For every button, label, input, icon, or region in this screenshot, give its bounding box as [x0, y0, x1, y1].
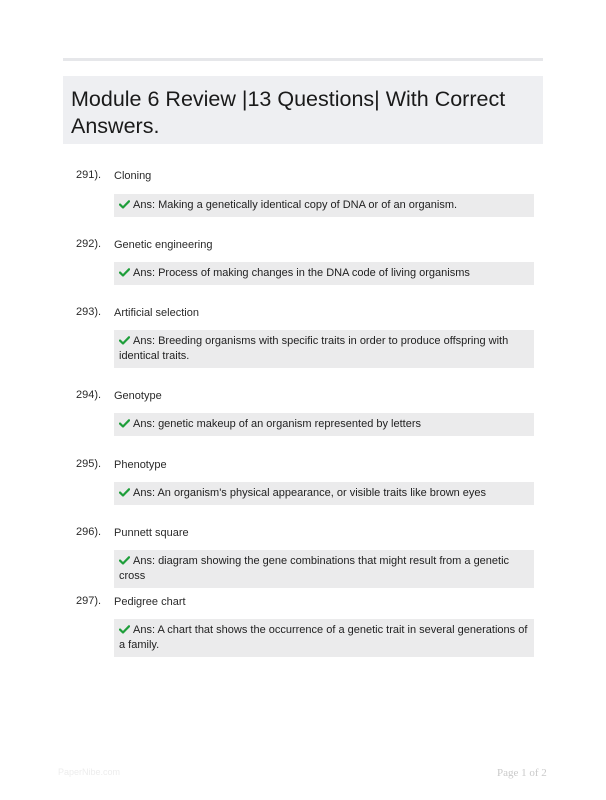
question-term: Cloning	[114, 170, 152, 182]
answer-text: Ans: Process of making changes in the DNA code of living organisms	[133, 267, 470, 279]
top-divider	[63, 58, 543, 61]
answer-box	[114, 413, 534, 436]
question-number: 294).	[76, 389, 102, 401]
question-term: Genotype	[114, 390, 162, 402]
answer-box	[114, 262, 534, 285]
question-number: 292).	[76, 238, 102, 250]
question-number: 291).	[76, 169, 102, 181]
answer-text: Ans: Breeding organisms with specific traits in order to produce offspring with identical traits.	[119, 335, 509, 362]
question-number: 297).	[76, 595, 102, 607]
check-icon	[119, 488, 130, 497]
question-term: Artificial selection	[114, 307, 199, 319]
footer-watermark: PaperNibe.com	[58, 767, 121, 777]
answer-text: Ans: Making a genetically identical copy of DNA or of an organism.	[133, 199, 458, 211]
answer-box	[114, 330, 534, 368]
answer-text: Ans: A chart that shows the occurrence of a genetic trait in several generations of a family.	[119, 624, 528, 651]
question-term: Punnett square	[114, 527, 189, 539]
answer-text: Ans: An organism's physical appearance, or visible traits like brown eyes	[133, 487, 487, 499]
check-icon	[119, 336, 130, 345]
question-term: Phenotype	[114, 459, 167, 471]
question-number: 295).	[76, 458, 102, 470]
answer-box	[114, 550, 534, 588]
check-icon	[119, 419, 130, 428]
answer-text: Ans: diagram showing the gene combinations that might result from a genetic cross	[119, 555, 510, 582]
answer-box	[114, 619, 534, 657]
answer-text: Ans: genetic makeup of an organism represented by letters	[133, 418, 421, 430]
question-number: 296).	[76, 526, 102, 538]
title-banner	[63, 76, 543, 144]
question-term: Genetic engineering	[114, 239, 213, 251]
page-number: Page 1 of 2	[497, 767, 547, 779]
question-term: Pedigree chart	[114, 596, 186, 608]
check-icon	[119, 200, 130, 209]
page-title: Module 6 Review |13 Questions| With Correct Answers.	[71, 87, 506, 138]
question-number: 293).	[76, 306, 102, 318]
answer-box	[114, 194, 534, 217]
check-icon	[119, 268, 130, 277]
check-icon	[119, 625, 130, 634]
check-icon	[119, 556, 130, 565]
answer-box	[114, 482, 534, 505]
